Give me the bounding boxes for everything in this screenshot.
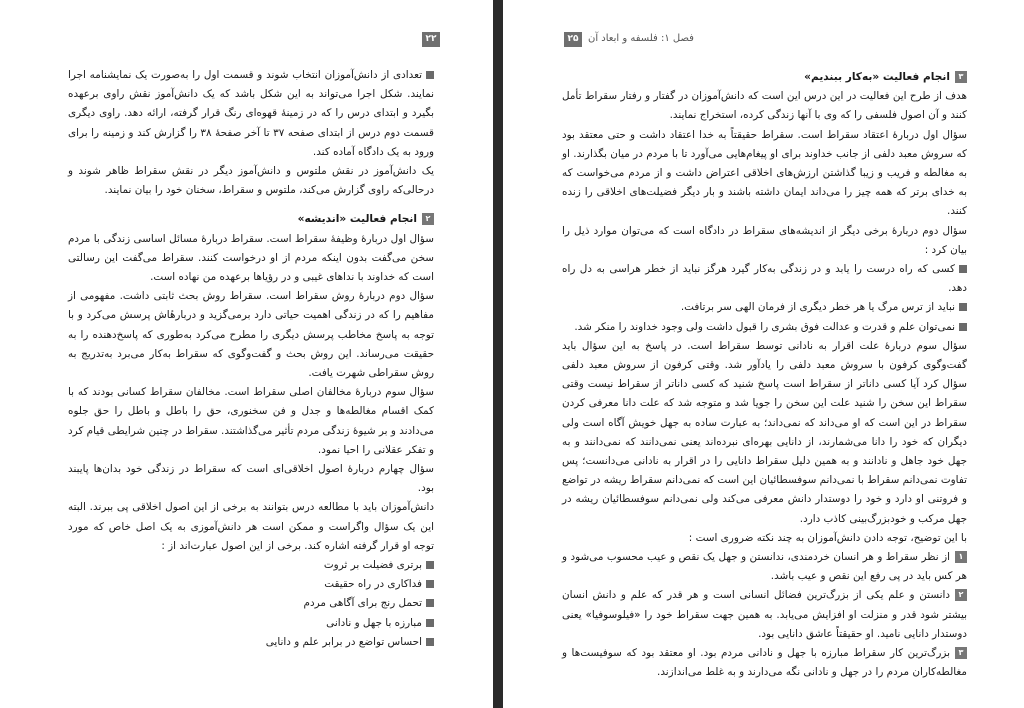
square-bullet-icon <box>426 599 434 607</box>
right-page <box>504 0 1024 708</box>
section-number-badge: ۲ <box>422 213 434 225</box>
left-page <box>0 0 492 708</box>
square-bullet-icon <box>959 265 967 273</box>
paragraph-principles-intro: دانش‌آموزان باید با مطالعه درس بتوانند به برخی از این اصول اخلاقی پی ببرند. البته این یک سؤال واگراست و ممکن است هر دانش‌آموزی به یک اصل خاص که مورد توجه او قرار گرفته اشاره کند. برخی از این اصول عبارت‌اند از : <box>68 501 434 552</box>
paragraph-q3: سؤال سوم دربارهٔ مخالفان اصلی سقراط است. مخالفان سقراط کسانی بودند که با کمک اقسام مغالطه‌ها و جدل و فن سخنوری، حق را باطل و باطل را حق جلوه می‌دادند و بر شیوهٔ زندگی مردم تأثیر می‌گذاشتند. سقراط در چنین شرایطی قیام کرد و تفکر عقلانی را احیا نمود. <box>68 386 434 456</box>
points-list <box>562 548 967 682</box>
left-page-number: ۲۲ <box>422 32 440 47</box>
right-page-number: ۲۵ <box>564 32 582 47</box>
right-page-header <box>504 32 1024 50</box>
list-item: مبارزه با جهل و نادانی <box>68 614 434 633</box>
list-item: برتری فضیلت بر ثروت <box>68 556 434 575</box>
numbered-item: ۲دانستن و علم یکی از بزرگ‌ترین فضائل انسانی است و هر قدر که علم و دانش انسان بیشتر شود قدر و منزلت او افزایش می‌یابد. به همین جهت سقراط خود را «فیلوسوفیا» یعنی دوستدار دانایی نامید. او حقیقتاً عاشق دانایی بود. <box>562 589 967 640</box>
paragraph-q1: سؤال اول دربارهٔ وظیفهٔ سقراط است. سقراط دربارهٔ مسائل اساسی زندگی با مردم سخن می‌گفت بدون اینکه مردم از او درخواست کنند. سقراط می‌گفت این رسالتی است که خداوند با نداهای غیبی و در رؤیاها برعهده من نهاده است. <box>68 232 434 284</box>
ideas-list <box>562 260 967 337</box>
paragraph-points-intro: با این توضیح، توجه دادن دانش‌آموزان به چند نکته ضروری است : <box>688 531 967 544</box>
list-item: احساس تواضع در برابر علم و دانایی <box>68 633 434 652</box>
principles-list <box>68 556 434 652</box>
square-bullet-icon <box>959 303 967 311</box>
square-bullet-icon <box>426 638 434 646</box>
square-bullet-icon <box>426 561 434 569</box>
paragraph-q2: سؤال دوم دربارهٔ روش سقراط است. سقراط روش بحث ثابتی داشت. مفهومی از مفاهیم را که در زندگی اهمیت حیاتی دارد برمی‌گزید و دربارهٔاش پرسش می‌کرد و با توجه به پاسخ مخاطب پرسش دیگری را مطرح می‌کرد به‌طوری که پاسخ‌دهنده را به حقیقت می‌رساند. این روش بحث و گفت‌وگوی که سقراط به‌کار می‌برد به‌تدریج به روش سقراطی شهرت یافت. <box>68 290 434 380</box>
item-number-badge: ۳ <box>955 647 967 659</box>
left-page-header <box>0 32 492 50</box>
book-spine-divider <box>493 0 503 708</box>
list-item: نباید از ترس مرگ یا هر خطر دیگری از فرمان الهی سر برتافت. <box>562 298 967 317</box>
square-bullet-icon <box>426 71 434 79</box>
right-page-body <box>562 68 967 683</box>
square-bullet-icon <box>426 619 434 627</box>
list-item: نمی‌توان علم و قدرت و عدالت فوق بشری را قبول داشت ولی وجود خداوند را منکر شد. <box>562 318 967 337</box>
list-item: فداکاری در راه حقیقت <box>68 575 434 594</box>
section-heading-andishe: ۲انجام فعالیت «اندیشه» <box>68 210 434 229</box>
paragraph-q2: سؤال دوم دربارهٔ برخی دیگر از اندیشه‌های سقراط در دادگاه است که می‌توان موارد ذیل را بیان کرد : <box>562 224 967 256</box>
square-bullet-icon <box>959 323 967 331</box>
paragraph-q1: سؤال اول دربارهٔ اعتقاد سقراط است. سقراط حقیقتاً به خدا اعتقاد داشت و حتی معتقد بود که سروش معبد دلفی از جانب خداوند برای او پیغام‌هایی می‌آورد تا با مردم در میان بگذارند. او به مغالطه و فریب و زیبا گذاشتن ارزش‌های اخلاقی اعتراض داشت و از مردم می‌خواست که به خدای برتر که همه چیز را می‌داند ایمان داشته باشند و بار دیگر فضیلت‌های اخلاقی را زنده کنند. <box>562 128 967 218</box>
section-heading-bekar-bebandim: ۳انجام فعالیت «به‌کار ببندیم» <box>562 68 967 87</box>
paragraph-q4: سؤال چهارم دربارهٔ اصول اخلاقی‌ای است که سقراط در زندگی خود بدان‌ها پایبند بود. <box>68 463 434 495</box>
paragraph-goal: هدف از طرح این فعالیت در این درس این است که دانش‌آموزان در گفتار و رفتار سقراط تأمل کنند و آن اصول فلسفی را که وی با آنها زندگی کرده، استخراج نمایند. <box>562 90 967 122</box>
item-number-badge: ۱ <box>955 551 967 563</box>
square-bullet-icon <box>426 580 434 588</box>
section-number-badge: ۳ <box>955 71 967 83</box>
numbered-item: ۱از نظر سقراط و هر انسان خردمندی، ندانستن و جهل یک نقص و عیب محسوب می‌شود و هر کس باید در پی رفع این نقص و عیب باشد. <box>562 551 967 583</box>
running-header: فصل ۱: فلسفه و ابعاد آن <box>588 33 694 44</box>
item-number-badge: ۲ <box>955 589 967 601</box>
left-page-body <box>68 66 434 652</box>
intro-paragraph-2: یک دانش‌آموز در نقش ملتوس و دانش‌آموز دیگر در نقش سقراط ظاهر شوند و درحالی‌که راوی گزارش می‌کند، ملتوس و سقراط، سخنان خود را بیان نمایند. <box>68 165 434 197</box>
list-item: کسی که راه درست را یابد و در زندگی به‌کار گیرد هرگز نباید از خطر هراسی به دل راه دهد. <box>562 263 967 295</box>
numbered-item: ۳بزرگ‌ترین کار سقراط مبارزه با جهل و نادانی مردم بود. او معتقد بود که سوفیست‌ها و مغالطه‌کاران مردم را در جهل و نادانی نگه می‌دارند و به غلط می‌اندازند. <box>562 647 967 679</box>
paragraph-q3: سؤال سوم دربارهٔ علت اقرار به نادانی توسط سقراط است. در پاسخ به این سؤال باید گفت‌وگوی کرفون با سروش معبد دلفی را یادآور شد. وقتی کرفون از سروش معبد دلفی سؤال کرد آیا کسی داناتر از سقراط است پاسخ شنید که کسی داناتر از سقراط نیست وقتی سقراط این سخن را شنید علت این سخن را جویا شد و متوجه شد که علت دانا معرفی کردن سقراط در این است که او می‌داند که نمی‌داند؛ به عبارت ساده به جهل خویش آگاه است ولی دیگران که خود را دانا می‌شمارند، از دانایی بهره‌ای نبرده‌اند یعنی نمی‌دانند که نمی‌دانند و به جهل خود جاهل و نادانند و به همین دلیل سقراط دانایی را در اقرار به نادانی می‌دانست؛ پس تفاوت نمی‌دانم سقراط با نمی‌دانم سوفسطائیان این است که نمی‌دانم سقراط ریشه در تواضع و فروتنی او دارد و خود را دوستدار دانش معرفی می‌کند ولی نمی‌دانم سوفسطائیان ریشه در جهل مرکب و خودبزرگ‌بینی کاذب دارد. <box>562 339 967 525</box>
intro-paragraph-1: تعدادی از دانش‌آموزان انتخاب شوند و قسمت اول را به‌صورت یک نمایشنامه اجرا نمایند. شکل اجرا می‌تواند به این شکل باشد که یک دانش‌آموز نقش راوی برعهده بگیرد و ابتدای درس را که در زمینهٔ قهوه‌ای رنگ قرار گرفته، ارائه دهد. راوی دیگری قسمت دوم درس از ابتدای صفحه ۳۷ تا آخر صفحهٔ ۳۸ را گزارش کند و زمینه را برای ورود به یک دادگاه آماده کند. <box>68 69 434 158</box>
list-item: تحمل رنج برای آگاهی مردم <box>68 594 434 613</box>
